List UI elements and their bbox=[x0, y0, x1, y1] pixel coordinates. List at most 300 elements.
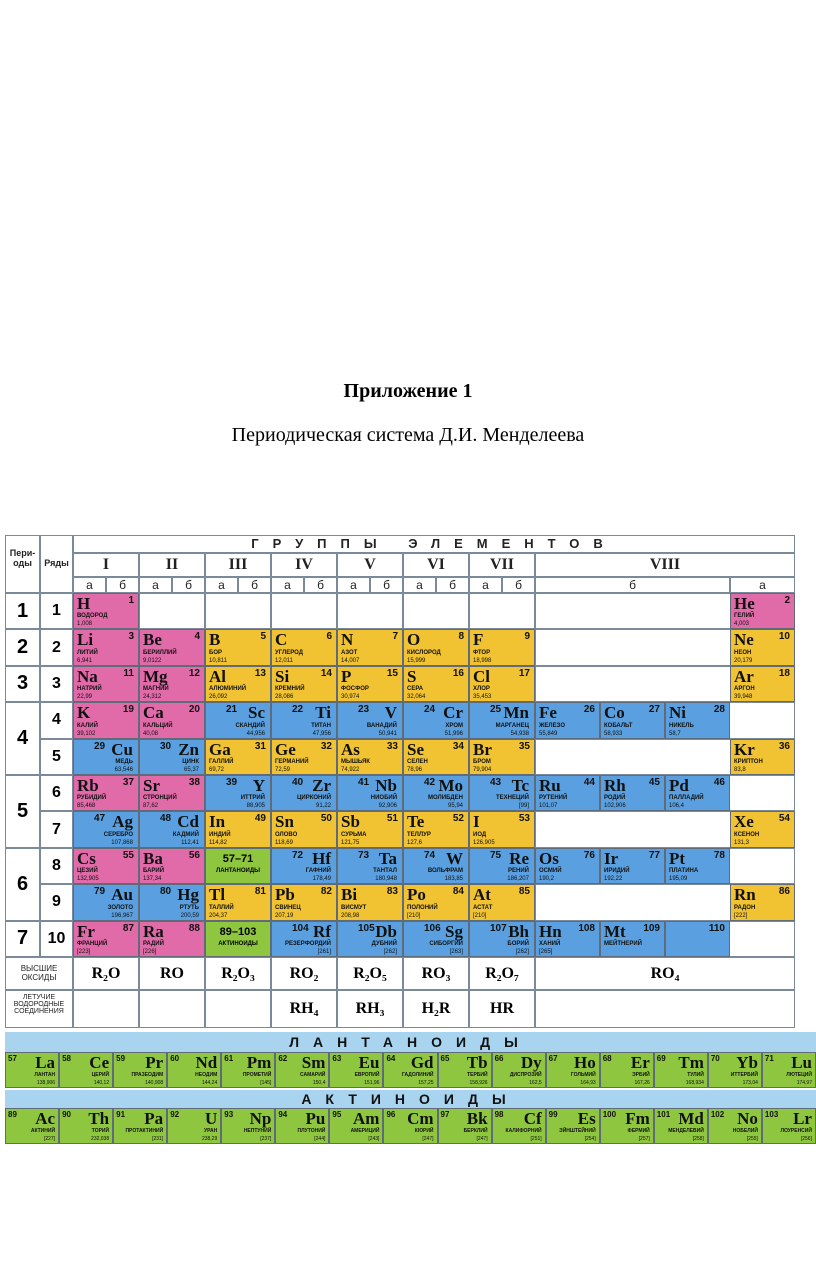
element-tl bbox=[205, 884, 271, 920]
element-symbol: Pt bbox=[669, 848, 686, 868]
element-name: УРАН bbox=[204, 1128, 218, 1134]
atomic-number: 44 bbox=[583, 777, 595, 788]
element-symbol: Bk bbox=[466, 1109, 488, 1128]
element-zr bbox=[271, 775, 337, 811]
atomic-mass: 92,906 bbox=[378, 803, 397, 810]
atomic-mass: 78,96 bbox=[407, 766, 423, 773]
atomic-mass: 118,69 bbox=[275, 839, 293, 846]
atomic-number: 101 bbox=[656, 1110, 671, 1119]
atomic-mass: 183,85 bbox=[444, 876, 463, 883]
atomic-mass: 85,468 bbox=[77, 803, 96, 810]
element-at bbox=[469, 884, 535, 920]
row-10-label: 10 bbox=[40, 921, 73, 957]
element-name: КОБАЛЬТ bbox=[604, 722, 633, 729]
element-name: ПЛУТОНИЙ bbox=[297, 1128, 326, 1134]
element-cs bbox=[73, 848, 139, 884]
element-name: АКТИНИЙ bbox=[30, 1128, 56, 1134]
oxide-formula: R₂O₇ bbox=[469, 957, 535, 990]
atomic-mass: [261] bbox=[317, 948, 331, 955]
atomic-mass: 35,453 bbox=[473, 694, 492, 701]
element-symbol: Mg bbox=[143, 666, 168, 686]
element-name: СЕРА bbox=[407, 686, 424, 693]
element-no bbox=[708, 1108, 762, 1144]
element-yb bbox=[708, 1052, 762, 1088]
empty-cell bbox=[535, 990, 795, 1028]
atomic-mass: 102,906 bbox=[604, 803, 626, 810]
hydride-formula: RH₄ bbox=[271, 990, 337, 1028]
element-pr bbox=[113, 1052, 167, 1088]
atomic-mass: 87,62 bbox=[143, 803, 159, 810]
element-name: ГАФНИЙ bbox=[305, 868, 331, 875]
atomic-number: 84 bbox=[452, 886, 464, 898]
element-se bbox=[403, 739, 469, 775]
element-name: ДУБНИЙ bbox=[371, 940, 397, 947]
atomic-mass: 195,09 bbox=[669, 876, 688, 883]
atomic-number: 39 bbox=[226, 777, 238, 788]
element-v bbox=[337, 702, 403, 738]
element-pu bbox=[275, 1108, 329, 1144]
element-name: ГЕЛИЙ bbox=[734, 613, 755, 620]
period-6-label: 6 bbox=[5, 848, 40, 921]
atomic-mass: [222] bbox=[734, 912, 748, 919]
element-name: ЛИТИЙ bbox=[77, 649, 98, 656]
element-symbol: Nb bbox=[375, 776, 397, 795]
atomic-number: 24 bbox=[424, 704, 436, 716]
element-name: ЛОУРЕНСИЙ bbox=[780, 1128, 812, 1134]
atomic-mass: 44,956 bbox=[246, 730, 265, 737]
atomic-number: 3 bbox=[128, 631, 134, 643]
atomic-mass: [257] bbox=[638, 1136, 650, 1142]
atomic-mass: 14,007 bbox=[341, 657, 360, 664]
row-1-label: 1 bbox=[40, 593, 73, 629]
subgroup-a-label: а bbox=[139, 577, 172, 593]
element-nb bbox=[337, 775, 403, 811]
hydride-formula: RH₃ bbox=[337, 990, 403, 1028]
element-hf bbox=[271, 848, 337, 884]
atomic-mass: [243] bbox=[368, 1136, 380, 1142]
atomic-number: 48 bbox=[160, 813, 172, 825]
subgroup-b-label: б bbox=[535, 577, 730, 593]
atomic-mass: [265] bbox=[539, 948, 553, 955]
element-name: ПРОМЕТИЙ bbox=[242, 1072, 272, 1078]
element-ca bbox=[139, 702, 205, 738]
element-name: ЦИРКОНИЙ bbox=[297, 795, 331, 802]
element-symbol: Rb bbox=[77, 776, 99, 795]
atomic-mass: 12,011 bbox=[275, 657, 293, 664]
element-name: ДИСПРОЗИЙ bbox=[509, 1072, 542, 1078]
element-symbol: Ag bbox=[112, 812, 133, 832]
element-name: ФТОР bbox=[473, 649, 491, 656]
atomic-number: 45 bbox=[648, 777, 660, 788]
atomic-mass: 164,93 bbox=[580, 1080, 596, 1086]
group-III-header: III bbox=[205, 553, 271, 577]
element-symbol: Hg bbox=[177, 885, 199, 905]
element-sc bbox=[205, 702, 271, 738]
atomic-number: 47 bbox=[94, 813, 106, 825]
atomic-mass: 208,98 bbox=[341, 912, 360, 919]
row-8-label: 8 bbox=[40, 848, 73, 884]
element-symbol: I bbox=[473, 812, 480, 832]
element-symbol: Np bbox=[249, 1109, 272, 1128]
element-bi bbox=[337, 884, 403, 920]
atomic-number: 49 bbox=[254, 813, 266, 825]
atomic-mass: 10,811 bbox=[209, 657, 227, 664]
element-pt bbox=[665, 848, 730, 884]
subgroup-a-label: а bbox=[73, 577, 106, 593]
element-name: РТУТЬ bbox=[179, 904, 199, 911]
element-la bbox=[5, 1052, 59, 1088]
element-name: ЭЙНШТЕЙНИЙ bbox=[559, 1128, 596, 1134]
element-bk bbox=[438, 1108, 492, 1144]
atomic-number: 31 bbox=[254, 740, 266, 752]
row-7-label: 7 bbox=[40, 811, 73, 847]
atomic-number: 97 bbox=[440, 1110, 450, 1119]
atomic-mass: 131,3 bbox=[734, 839, 750, 846]
atomic-number: 83 bbox=[386, 886, 398, 898]
element-name: КАДМИЙ bbox=[172, 831, 199, 838]
element-symbol: Tl bbox=[209, 885, 226, 905]
periods-header: Пери-оды bbox=[5, 535, 40, 593]
atomic-number: 41 bbox=[358, 777, 370, 788]
element-y bbox=[205, 775, 271, 811]
element-name: СИБОРГИЙ bbox=[429, 940, 463, 947]
element-re bbox=[469, 848, 535, 884]
element-name: СВИНЕЦ bbox=[275, 904, 301, 911]
element-name: СКАНДИЙ bbox=[235, 722, 265, 729]
element-name: ЭРБИЙ bbox=[632, 1072, 650, 1078]
element-name: ТЕХНЕЦИЙ bbox=[495, 795, 529, 802]
element-name: ТАЛЛИЙ bbox=[209, 904, 234, 911]
empty-cell bbox=[271, 593, 337, 629]
atomic-number: 78 bbox=[713, 849, 725, 861]
atomic-mass: 238,29 bbox=[201, 1136, 218, 1142]
row-4-label: 4 bbox=[40, 702, 73, 738]
element-symbol: Yb bbox=[736, 1053, 758, 1072]
element-name: ВАНАДИЙ bbox=[366, 722, 397, 729]
series-range: 57–71 bbox=[222, 852, 254, 865]
element-symbol: Er bbox=[630, 1053, 650, 1072]
element-ru bbox=[535, 775, 600, 811]
subgroup-b-label: б bbox=[238, 577, 271, 593]
atomic-number: 108 bbox=[578, 922, 595, 934]
element-n bbox=[337, 629, 403, 665]
atomic-number: 81 bbox=[254, 886, 266, 898]
element-symbol: Se bbox=[407, 739, 424, 759]
atomic-number: 65 bbox=[440, 1054, 450, 1063]
atomic-number: 7 bbox=[392, 631, 398, 643]
atomic-number: 90 bbox=[62, 1110, 71, 1119]
element-pb bbox=[271, 884, 337, 920]
atomic-mass: [237] bbox=[260, 1136, 272, 1142]
oxide-formula: R₂O₃ bbox=[205, 957, 271, 990]
element-name: НОБЕЛИЙ bbox=[732, 1128, 758, 1134]
element-symbol: Mo bbox=[438, 776, 463, 795]
empty-cell bbox=[205, 990, 271, 1028]
element-name: ЖЕЛЕЗО bbox=[539, 722, 565, 729]
empty-cell bbox=[139, 990, 205, 1028]
atomic-number: 13 bbox=[254, 667, 266, 679]
element-sr bbox=[139, 775, 205, 811]
row-5-label: 5 bbox=[40, 739, 73, 775]
element-name: ЗОЛОТО bbox=[107, 904, 133, 911]
subgroup-a-label: а bbox=[205, 577, 238, 593]
element-symbol: K bbox=[77, 703, 91, 723]
element-symbol: Sm bbox=[301, 1053, 326, 1072]
atomic-mass: 137,34 bbox=[143, 876, 162, 883]
oxide-formula: R₂O₅ bbox=[337, 957, 403, 990]
atomic-number: 26 bbox=[583, 704, 595, 716]
rows-header: Ряды bbox=[40, 535, 73, 593]
element-cd bbox=[139, 811, 205, 847]
atomic-number: 51 bbox=[386, 813, 398, 825]
atomic-mass: 150,4 bbox=[312, 1080, 326, 1086]
atomic-number: 93 bbox=[224, 1110, 234, 1119]
element-symbol: Os bbox=[539, 848, 559, 868]
atomic-mass: 95,94 bbox=[447, 803, 463, 810]
element-name: АЛЮМИНИЙ bbox=[209, 686, 247, 693]
element-fr bbox=[73, 921, 139, 957]
atomic-mass: 40,08 bbox=[143, 730, 159, 737]
element-symbol: Md bbox=[678, 1109, 704, 1128]
element-symbol: No bbox=[737, 1109, 758, 1128]
atomic-number: 64 bbox=[386, 1054, 396, 1063]
atomic-mass: 192,22 bbox=[604, 876, 623, 883]
element-name: ФЕРМИЙ bbox=[627, 1128, 650, 1134]
atomic-mass: 58,7 bbox=[669, 730, 681, 737]
element-name: ИОД bbox=[473, 831, 487, 838]
element-name: ВИСМУТ bbox=[341, 904, 367, 911]
atomic-mass: 30,974 bbox=[341, 694, 360, 701]
element-symbol: O bbox=[407, 630, 421, 650]
atomic-number: 20 bbox=[188, 704, 200, 716]
element-symbol: Rn bbox=[734, 885, 756, 905]
element-sg bbox=[403, 921, 469, 957]
element-s bbox=[403, 666, 469, 702]
atomic-number: 22 bbox=[292, 704, 304, 716]
hydrides-label: ЛЕТУЧИЕ ВОДОРОДНЫЕ СОЕДИНЕНИЯ bbox=[5, 990, 73, 1028]
element-he bbox=[730, 593, 795, 629]
element-symbol: Fr bbox=[77, 921, 95, 941]
element-symbol: Ni bbox=[669, 703, 686, 723]
atomic-number: 19 bbox=[122, 704, 134, 716]
element-symbol: Es bbox=[577, 1109, 596, 1128]
element-name: ЦЕЗИЙ bbox=[77, 868, 98, 875]
atomic-mass: 207,19 bbox=[275, 912, 294, 919]
element-mo bbox=[403, 775, 469, 811]
element-symbol: B bbox=[209, 630, 221, 650]
atomic-number: 28 bbox=[713, 704, 725, 716]
element-symbol: H bbox=[77, 594, 91, 613]
atomic-mass: 186,207 bbox=[507, 876, 529, 883]
element-name: ХАНИЙ bbox=[539, 940, 561, 947]
element-name: ПАЛЛАДИЙ bbox=[669, 795, 704, 802]
atomic-number: 38 bbox=[188, 777, 200, 788]
element-symbol: Zr bbox=[312, 776, 331, 795]
element-symbol: Bi bbox=[341, 885, 358, 905]
element-name: ТЕЛЛУР bbox=[407, 831, 431, 838]
element-name: АМЕРИЦИЙ bbox=[350, 1128, 380, 1134]
atomic-number: 80 bbox=[160, 886, 172, 898]
atomic-number: 60 bbox=[170, 1054, 180, 1063]
atomic-mass: 51,996 bbox=[444, 730, 463, 737]
atomic-mass: 151,96 bbox=[364, 1080, 380, 1086]
element-name: ЦИНК bbox=[182, 758, 199, 765]
element-name: САМАРИЙ bbox=[299, 1072, 326, 1078]
element-name: РЕЗЕРФОРДИЙ bbox=[285, 940, 331, 947]
element-name: ГОЛЬМИЙ bbox=[570, 1072, 596, 1078]
element-name: КАЛИФОРНИЙ bbox=[505, 1128, 542, 1134]
element-symbol: He bbox=[734, 594, 755, 613]
subgroup-b-label: б bbox=[172, 577, 205, 593]
period-4-label: 4 bbox=[5, 702, 40, 775]
atomic-number: 107 bbox=[490, 922, 507, 934]
element-name: КАЛИЙ bbox=[77, 722, 98, 729]
element-name: ВОЛЬФРАМ bbox=[427, 868, 463, 875]
element-name: ПОЛОНИЙ bbox=[407, 904, 438, 911]
element-symbol: Pm bbox=[246, 1053, 272, 1072]
subgroup-b-label: б bbox=[106, 577, 139, 593]
element-es bbox=[546, 1108, 600, 1144]
element-k bbox=[73, 702, 139, 738]
atomic-mass: 91,22 bbox=[315, 803, 331, 810]
atomic-number: 4 bbox=[194, 631, 200, 643]
atomic-number: 37 bbox=[122, 777, 134, 788]
atomic-number: 100 bbox=[602, 1110, 617, 1119]
element-p bbox=[337, 666, 403, 702]
atomic-mass: 132,905 bbox=[77, 876, 99, 883]
atomic-number: 1 bbox=[128, 595, 134, 606]
element-np bbox=[221, 1108, 275, 1144]
element-symbol: S bbox=[407, 666, 417, 686]
atomic-mass: 101,07 bbox=[539, 803, 558, 810]
element-cu bbox=[73, 739, 139, 775]
atomic-mass: 72,59 bbox=[275, 766, 291, 773]
element-symbol: Th bbox=[88, 1109, 110, 1128]
subgroup-a-label: а bbox=[271, 577, 304, 593]
element-sm bbox=[275, 1052, 329, 1088]
atomic-mass: 39,102 bbox=[77, 730, 96, 737]
element-symbol: La bbox=[35, 1053, 56, 1072]
element-symbol: Pa bbox=[144, 1109, 164, 1128]
element-symbol: Ca bbox=[143, 703, 164, 723]
element-cf bbox=[492, 1108, 546, 1144]
element-symbol: Y bbox=[252, 776, 265, 795]
atomic-number: 59 bbox=[116, 1054, 126, 1063]
atomic-mass: [251] bbox=[530, 1136, 542, 1142]
atomic-number: 67 bbox=[548, 1054, 558, 1063]
element-symbol: Al bbox=[209, 666, 226, 686]
atomic-mass: 74,922 bbox=[341, 766, 360, 773]
element-symbol: Pu bbox=[305, 1109, 326, 1128]
atomic-number: 92 bbox=[170, 1110, 180, 1119]
element-name: БОР bbox=[209, 649, 222, 656]
atomic-number: 103 bbox=[764, 1110, 779, 1119]
element-symbol: P bbox=[341, 666, 352, 686]
element-symbol: Cm bbox=[407, 1109, 434, 1128]
period-1-label: 1 bbox=[5, 593, 40, 629]
element-mn bbox=[469, 702, 535, 738]
element-ge bbox=[271, 739, 337, 775]
empty-cell bbox=[73, 990, 139, 1028]
element-os bbox=[535, 848, 600, 884]
element-symbol: F bbox=[473, 630, 484, 650]
element-name: СЕЛЕН bbox=[407, 758, 428, 765]
element-name: МЕНДЕЛЕВИЙ bbox=[668, 1128, 704, 1134]
element-name: НИОБИЙ bbox=[370, 795, 397, 802]
element-eu bbox=[329, 1052, 383, 1088]
atomic-number: 68 bbox=[602, 1054, 612, 1063]
element-fm bbox=[600, 1108, 654, 1144]
atomic-mass: [255] bbox=[746, 1136, 758, 1142]
atomic-number: 85 bbox=[518, 886, 530, 898]
element-name: АЗОТ bbox=[341, 649, 358, 656]
element-symbol: Ne bbox=[734, 630, 754, 650]
atomic-mass: [254] bbox=[584, 1136, 596, 1142]
period-2-label: 2 bbox=[5, 629, 40, 665]
atomic-mass: 20,179 bbox=[734, 657, 753, 664]
atomic-mass: 58,933 bbox=[604, 730, 623, 737]
atomic-number: 10 bbox=[778, 631, 790, 643]
atomic-mass: 158,926 bbox=[469, 1080, 488, 1086]
element-symbol: Ge bbox=[275, 739, 296, 759]
element-name: АРГОН bbox=[734, 686, 755, 693]
element-name: ТУЛИЙ bbox=[687, 1072, 704, 1078]
atomic-mass: [247] bbox=[476, 1136, 488, 1142]
atomic-number: 33 bbox=[386, 740, 398, 752]
element-symbol: Pd bbox=[669, 776, 689, 795]
element-ba bbox=[139, 848, 205, 884]
element-name: ВОДОРОД bbox=[77, 613, 108, 620]
atomic-number: 110 bbox=[708, 922, 725, 934]
atomic-mass: 112,41 bbox=[181, 839, 199, 846]
element-symbol: Sc bbox=[248, 703, 265, 723]
atomic-number: 69 bbox=[656, 1054, 666, 1063]
atomic-mass: 140,908 bbox=[145, 1080, 164, 1086]
element-name: ПРАЗЕОДИМ bbox=[131, 1072, 164, 1078]
row-2-label: 2 bbox=[40, 629, 73, 665]
series-range: 89–103 bbox=[219, 925, 257, 938]
element-cl bbox=[469, 666, 535, 702]
element-xe bbox=[730, 811, 795, 847]
element-symbol: Cs bbox=[77, 848, 96, 868]
atomic-number: 87 bbox=[122, 922, 134, 934]
element-ti bbox=[271, 702, 337, 738]
atomic-mass: 107,868 bbox=[111, 839, 133, 846]
element-name: МОЛИБДЕН bbox=[428, 795, 463, 802]
element-symbol: Cf bbox=[523, 1109, 542, 1128]
atomic-number: 50 bbox=[320, 813, 332, 825]
element-f bbox=[469, 629, 535, 665]
element-name: НАТРИЙ bbox=[77, 686, 102, 693]
atomic-mass: [256] bbox=[800, 1136, 812, 1142]
atomic-mass: [210] bbox=[407, 912, 421, 919]
element-symbol: Lu bbox=[791, 1053, 812, 1072]
periodic-table bbox=[5, 535, 816, 1163]
atomic-number: 61 bbox=[224, 1054, 234, 1063]
atomic-number: 35 bbox=[518, 740, 530, 752]
group-VI-header: VI bbox=[403, 553, 469, 577]
row-6-label: 6 bbox=[40, 775, 73, 811]
atomic-mass: 24,312 bbox=[143, 694, 162, 701]
element-ho bbox=[546, 1052, 600, 1088]
oxide-formula: RO₂ bbox=[271, 957, 337, 990]
element-tc bbox=[469, 775, 535, 811]
element-name: ТАНТАЛ bbox=[373, 868, 397, 875]
atomic-mass: 157,25 bbox=[418, 1080, 434, 1086]
element-name: ЦЕРИЙ bbox=[91, 1072, 110, 1078]
atomic-number: 18 bbox=[778, 667, 790, 679]
element-th bbox=[59, 1108, 113, 1144]
